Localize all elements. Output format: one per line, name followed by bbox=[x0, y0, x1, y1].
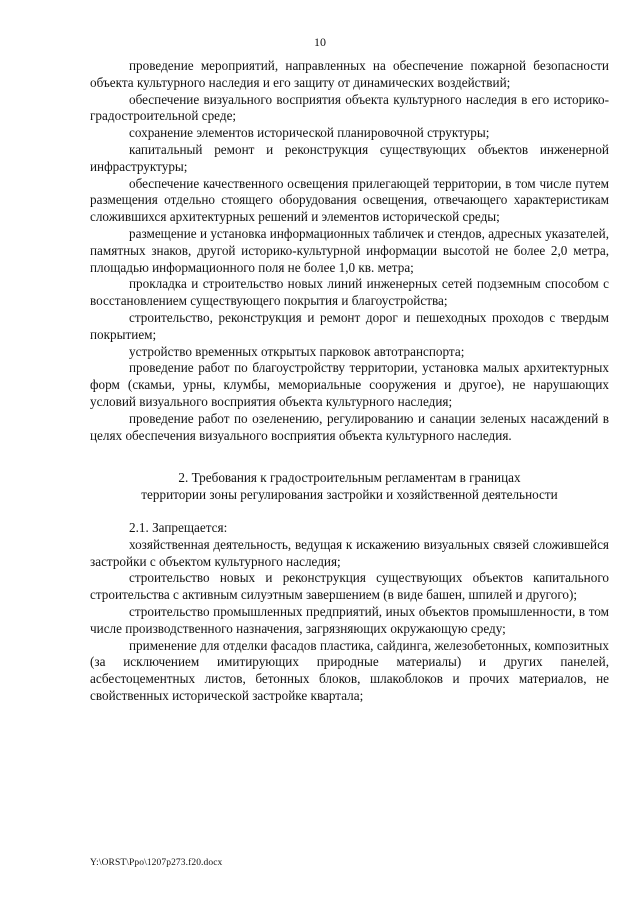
paragraph: проведение работ по благоустройству территории, установка малых архитектурных форм (скамьи, урны, клумбы, мемориальные сооружения и другое), не нарушающих условий визуального восприятия объекта культурного наследия; bbox=[90, 360, 609, 409]
paragraph: размещение и установка информационных табличек и стендов, адресных указателей, памятных знаков, другой историко-культурной информации высотой не более 2,0 метра, площадью информационного поля не более 1,0 кв. метра; bbox=[90, 225, 609, 275]
section-heading bbox=[90, 470, 609, 504]
paragraph: проведение работ по озеленению, регулированию и санации зеленых насаждений в целях обеспечения визуального восприятия объекта культурного наследия. bbox=[90, 410, 609, 443]
paragraph: сохранение элементов исторической планировочной структуры; bbox=[129, 125, 490, 141]
subsection-title: 2.1. Запрещается: bbox=[129, 519, 228, 535]
page-number: 10 bbox=[314, 35, 326, 49]
paragraph: применение для отделки фасадов пластика, сайдинга, железобетонных, композитных (за исключением имитирующих природные материалы) и других панелей, асбестоцементных листов, бетонных блоков, шлакоблоков и прочих материалов, не свойственных исторической застройке квартала; bbox=[90, 637, 609, 703]
section-heading-line-2: территории зоны регулирования застройки и хозяйственной деятельности bbox=[141, 487, 558, 503]
paragraph: прокладка и строительство новых линий инженерных сетей подземным способом с восстановлением существующего покрытия и благоустройства; bbox=[90, 276, 609, 309]
paragraph: хозяйственная деятельность, ведущая к искажению визуальных связей сложившейся застройки с объектом культурного наследия; bbox=[90, 536, 609, 569]
paragraph: капитальный ремонт и реконструкция существующих объектов инженерной инфраструктуры; bbox=[90, 141, 609, 174]
paragraph: строительство новых и реконструкция существующих объектов капитального строительства с активным силуэтным завершением (в виде башен, шпилей и другого); bbox=[90, 570, 609, 603]
paragraph: устройство временных открытых парковок автотранспорта; bbox=[129, 343, 465, 359]
paragraph: строительство, реконструкция и ремонт дорог и пешеходных проходов с твердым покрытием; bbox=[90, 309, 609, 342]
footer-file-path: Y:\ORST\Ppo\1207p273.f20.docx bbox=[90, 858, 223, 868]
paragraph: проведение мероприятий, направленных на обеспечение пожарной безопасности объекта культурного наследия и его защиту от динамических воздействий; bbox=[90, 58, 609, 90]
section-heading-line-1: 2. Требования к градостроительным регламентам в границах bbox=[178, 470, 521, 486]
paragraph: строительство промышленных предприятий, иных объектов промышленности, в том числе производственного назначения, загрязняющих окружающую среду; bbox=[90, 603, 609, 636]
paragraph: обеспечение качественного освещения прилегающей территории, в том числе путем размещения отдельно стоящего оборудования освещения, отвечающего характеристикам сложившихся архитектурных решений и элементов исторической среды; bbox=[90, 175, 609, 225]
document-body bbox=[90, 58, 609, 705]
paragraph: обеспечение визуального восприятия объекта культурного наследия в его историко-градостроительной среде; bbox=[90, 91, 609, 124]
